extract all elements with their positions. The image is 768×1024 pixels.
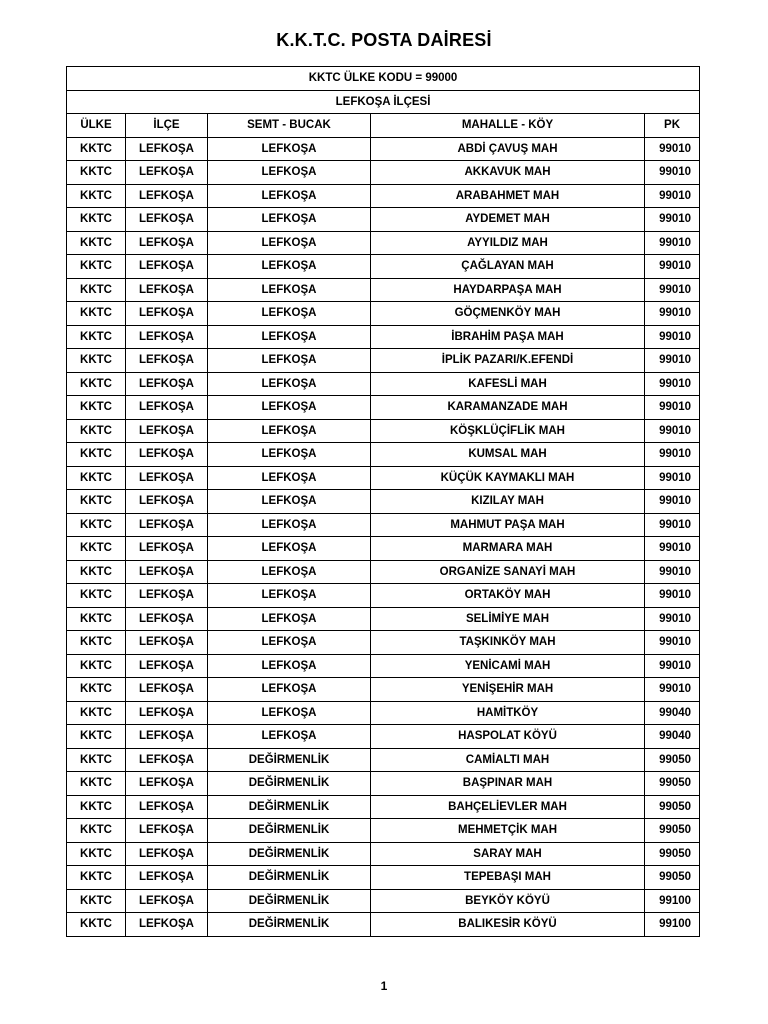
table-row	[67, 678, 700, 702]
district-row	[67, 90, 700, 114]
neighborhood-cell: GÖÇMENKÖY MAH	[371, 302, 645, 326]
table-row	[67, 725, 700, 749]
table-row	[67, 560, 700, 584]
neighborhood-cell: İBRAHİM PAŞA MAH	[371, 325, 645, 349]
country-cell: KKTC	[67, 889, 126, 913]
country-cell: KKTC	[67, 842, 126, 866]
neighborhood-cell: KAFESLİ MAH	[371, 372, 645, 396]
district-cell: LEFKOŞA	[126, 537, 208, 561]
table-body	[67, 137, 700, 936]
header-subdistrict: SEMT - BUCAK	[208, 114, 371, 138]
postal-code-cell: 99010	[645, 443, 700, 467]
neighborhood-cell: BALIKESİR KÖYÜ	[371, 913, 645, 937]
page-number: 1	[380, 979, 388, 993]
table-row	[67, 537, 700, 561]
district-cell: LEFKOŞA	[126, 419, 208, 443]
country-cell: KKTC	[67, 396, 126, 420]
district-cell: LEFKOŞA	[126, 725, 208, 749]
subdistrict-cell: DEĞİRMENLİK	[208, 842, 371, 866]
subdistrict-cell: LEFKOŞA	[208, 325, 371, 349]
country-cell: KKTC	[67, 654, 126, 678]
postal-code-table	[66, 66, 700, 937]
subdistrict-cell: LEFKOŞA	[208, 490, 371, 514]
country-cell: KKTC	[67, 372, 126, 396]
table-row	[67, 913, 700, 937]
neighborhood-cell: ORGANİZE SANAYİ MAH	[371, 560, 645, 584]
document-title: K.K.T.C. POSTA DAİRESİ	[276, 30, 492, 50]
neighborhood-cell: İPLİK PAZARI/K.EFENDİ	[371, 349, 645, 373]
country-cell: KKTC	[67, 302, 126, 326]
district-cell: LEFKOŞA	[126, 866, 208, 890]
postal-code-cell: 99050	[645, 795, 700, 819]
district-cell: LEFKOŞA	[126, 349, 208, 373]
subdistrict-cell: LEFKOŞA	[208, 701, 371, 725]
neighborhood-cell: ABDİ ÇAVUŞ MAH	[371, 137, 645, 161]
district-cell: LEFKOŞA	[126, 607, 208, 631]
district-cell: LEFKOŞA	[126, 701, 208, 725]
neighborhood-cell: ÇAĞLAYAN MAH	[371, 255, 645, 279]
neighborhood-cell: SELİMİYE MAH	[371, 607, 645, 631]
country-cell: KKTC	[67, 349, 126, 373]
postal-code-cell: 99050	[645, 866, 700, 890]
district-cell: LEFKOŞA	[126, 325, 208, 349]
table-row	[67, 372, 700, 396]
table-row	[67, 772, 700, 796]
postal-code-cell: 99010	[645, 654, 700, 678]
header-postal-code: PK	[645, 114, 700, 138]
table-row	[67, 701, 700, 725]
table-row	[67, 137, 700, 161]
district-cell: LEFKOŞA İLÇESİ	[67, 90, 700, 114]
subdistrict-cell: DEĞİRMENLİK	[208, 913, 371, 937]
subdistrict-cell: LEFKOŞA	[208, 584, 371, 608]
subdistrict-cell: LEFKOŞA	[208, 137, 371, 161]
table-row	[67, 396, 700, 420]
header-neighborhood: MAHALLE - KÖY	[371, 114, 645, 138]
district-cell: LEFKOŞA	[126, 255, 208, 279]
subdistrict-cell: LEFKOŞA	[208, 302, 371, 326]
postal-code-cell: 99100	[645, 913, 700, 937]
district-cell: LEFKOŞA	[126, 137, 208, 161]
table-row	[67, 231, 700, 255]
country-cell: KKTC	[67, 419, 126, 443]
postal-code-cell: 99010	[645, 419, 700, 443]
district-cell: LEFKOŞA	[126, 889, 208, 913]
district-cell: LEFKOŞA	[126, 302, 208, 326]
country-cell: KKTC	[67, 607, 126, 631]
country-cell: KKTC	[67, 513, 126, 537]
table-row	[67, 654, 700, 678]
district-cell: LEFKOŞA	[126, 795, 208, 819]
subdistrict-cell: LEFKOŞA	[208, 419, 371, 443]
neighborhood-cell: HASPOLAT KÖYÜ	[371, 725, 645, 749]
postal-code-cell: 99010	[645, 161, 700, 185]
subdistrict-cell: LEFKOŞA	[208, 654, 371, 678]
subdistrict-cell: LEFKOŞA	[208, 560, 371, 584]
country-cell: KKTC	[67, 584, 126, 608]
postal-code-cell: 99010	[645, 560, 700, 584]
neighborhood-cell: HAYDARPAŞA MAH	[371, 278, 645, 302]
subdistrict-cell: LEFKOŞA	[208, 208, 371, 232]
district-cell: LEFKOŞA	[126, 584, 208, 608]
postal-code-cell: 99010	[645, 513, 700, 537]
postal-code-cell: 99040	[645, 725, 700, 749]
neighborhood-cell: AKKAVUK MAH	[371, 161, 645, 185]
neighborhood-cell: KÖŞKLÜÇİFLİK MAH	[371, 419, 645, 443]
neighborhood-cell: TEPEBAŞI MAH	[371, 866, 645, 890]
table-row	[67, 513, 700, 537]
subdistrict-cell: LEFKOŞA	[208, 631, 371, 655]
header-district: İLÇE	[126, 114, 208, 138]
postal-code-cell: 99010	[645, 278, 700, 302]
country-cell: KKTC	[67, 466, 126, 490]
table-row	[67, 842, 700, 866]
district-cell: LEFKOŞA	[126, 208, 208, 232]
postal-code-cell: 99010	[645, 208, 700, 232]
neighborhood-cell: YENİŞEHİR MAH	[371, 678, 645, 702]
subdistrict-cell: DEĞİRMENLİK	[208, 772, 371, 796]
district-cell: LEFKOŞA	[126, 748, 208, 772]
neighborhood-cell: KÜÇÜK KAYMAKLI MAH	[371, 466, 645, 490]
neighborhood-cell: KUMSAL MAH	[371, 443, 645, 467]
postal-code-cell: 99010	[645, 607, 700, 631]
table-row	[67, 161, 700, 185]
table-row	[67, 443, 700, 467]
country-cell: KKTC	[67, 490, 126, 514]
country-cell: KKTC	[67, 866, 126, 890]
neighborhood-cell: ORTAKÖY MAH	[371, 584, 645, 608]
subdistrict-cell: LEFKOŞA	[208, 372, 371, 396]
neighborhood-cell: BAHÇELİEVLER MAH	[371, 795, 645, 819]
postal-code-cell: 99010	[645, 325, 700, 349]
district-cell: LEFKOŞA	[126, 490, 208, 514]
table-row	[67, 255, 700, 279]
postal-code-cell: 99050	[645, 772, 700, 796]
subdistrict-cell: LEFKOŞA	[208, 513, 371, 537]
postal-code-cell: 99050	[645, 748, 700, 772]
district-cell: LEFKOŞA	[126, 819, 208, 843]
subdistrict-cell: LEFKOŞA	[208, 396, 371, 420]
country-cell: KKTC	[67, 537, 126, 561]
country-cell: KKTC	[67, 631, 126, 655]
postal-code-cell: 99050	[645, 842, 700, 866]
postal-code-cell: 99010	[645, 255, 700, 279]
subdistrict-cell: DEĞİRMENLİK	[208, 866, 371, 890]
district-cell: LEFKOŞA	[126, 678, 208, 702]
subdistrict-cell: LEFKOŞA	[208, 537, 371, 561]
district-cell: LEFKOŞA	[126, 772, 208, 796]
country-cell: KKTC	[67, 819, 126, 843]
district-cell: LEFKOŞA	[126, 842, 208, 866]
postal-code-cell: 99010	[645, 584, 700, 608]
table-row	[67, 208, 700, 232]
neighborhood-cell: AYDEMET MAH	[371, 208, 645, 232]
country-cell: KKTC	[67, 161, 126, 185]
postal-code-cell: 99010	[645, 396, 700, 420]
district-cell: LEFKOŞA	[126, 396, 208, 420]
table-row	[67, 748, 700, 772]
table-row	[67, 466, 700, 490]
subdistrict-cell: LEFKOŞA	[208, 349, 371, 373]
postal-code-cell: 99100	[645, 889, 700, 913]
postal-code-cell: 99010	[645, 372, 700, 396]
subdistrict-cell: LEFKOŞA	[208, 466, 371, 490]
table-row	[67, 184, 700, 208]
postal-code-cell: 99010	[645, 231, 700, 255]
country-cell: KKTC	[67, 231, 126, 255]
country-cell: KKTC	[67, 678, 126, 702]
postal-code-cell: 99010	[645, 349, 700, 373]
district-cell: LEFKOŞA	[126, 560, 208, 584]
postal-code-cell: 99010	[645, 137, 700, 161]
district-cell: LEFKOŞA	[126, 231, 208, 255]
postal-code-cell: 99010	[645, 466, 700, 490]
table-row	[67, 490, 700, 514]
header-country: ÜLKE	[67, 114, 126, 138]
table-row	[67, 631, 700, 655]
subdistrict-cell: LEFKOŞA	[208, 184, 371, 208]
subdistrict-cell: LEFKOŞA	[208, 607, 371, 631]
table-row	[67, 419, 700, 443]
country-cell: KKTC	[67, 137, 126, 161]
postal-code-cell: 99010	[645, 537, 700, 561]
postal-code-cell: 99010	[645, 490, 700, 514]
district-cell: LEFKOŞA	[126, 631, 208, 655]
country-cell: KKTC	[67, 184, 126, 208]
neighborhood-cell: BEYKÖY KÖYÜ	[371, 889, 645, 913]
subdistrict-cell: LEFKOŞA	[208, 278, 371, 302]
subdistrict-cell: LEFKOŞA	[208, 255, 371, 279]
neighborhood-cell: MEHMETÇİK MAH	[371, 819, 645, 843]
country-cell: KKTC	[67, 913, 126, 937]
neighborhood-cell: KARAMANZADE MAH	[371, 396, 645, 420]
table-row	[67, 349, 700, 373]
postal-code-cell: 99050	[645, 819, 700, 843]
table-row	[67, 278, 700, 302]
subdistrict-cell: DEĞİRMENLİK	[208, 819, 371, 843]
country-code-cell: KKTC ÜLKE KODU = 99000	[67, 67, 700, 91]
country-cell: KKTC	[67, 208, 126, 232]
subdistrict-cell: LEFKOŞA	[208, 161, 371, 185]
subdistrict-cell: LEFKOŞA	[208, 725, 371, 749]
table-row	[67, 819, 700, 843]
district-cell: LEFKOŞA	[126, 913, 208, 937]
district-cell: LEFKOŞA	[126, 184, 208, 208]
neighborhood-cell: AYYILDIZ MAH	[371, 231, 645, 255]
neighborhood-cell: YENİCAMİ MAH	[371, 654, 645, 678]
district-cell: LEFKOŞA	[126, 161, 208, 185]
neighborhood-cell: TAŞKINKÖY MAH	[371, 631, 645, 655]
district-cell: LEFKOŞA	[126, 372, 208, 396]
district-cell: LEFKOŞA	[126, 278, 208, 302]
subdistrict-cell: LEFKOŞA	[208, 231, 371, 255]
country-cell: KKTC	[67, 701, 126, 725]
country-cell: KKTC	[67, 772, 126, 796]
district-cell: LEFKOŞA	[126, 443, 208, 467]
district-cell: LEFKOŞA	[126, 654, 208, 678]
country-cell: KKTC	[67, 748, 126, 772]
neighborhood-cell: BAŞPINAR MAH	[371, 772, 645, 796]
neighborhood-cell: KIZILAY MAH	[371, 490, 645, 514]
subdistrict-cell: DEĞİRMENLİK	[208, 795, 371, 819]
district-cell: LEFKOŞA	[126, 466, 208, 490]
subdistrict-cell: LEFKOŞA	[208, 443, 371, 467]
country-cell: KKTC	[67, 560, 126, 584]
neighborhood-cell: CAMİALTI MAH	[371, 748, 645, 772]
postal-code-cell: 99010	[645, 184, 700, 208]
district-cell: LEFKOŞA	[126, 513, 208, 537]
subdistrict-cell: LEFKOŞA	[208, 678, 371, 702]
country-cell: KKTC	[67, 325, 126, 349]
table-row	[67, 325, 700, 349]
postal-code-cell: 99010	[645, 678, 700, 702]
subdistrict-cell: DEĞİRMENLİK	[208, 889, 371, 913]
country-cell: KKTC	[67, 255, 126, 279]
country-cell: KKTC	[67, 795, 126, 819]
neighborhood-cell: MARMARA MAH	[371, 537, 645, 561]
neighborhood-cell: HAMİTKÖY	[371, 701, 645, 725]
postal-code-cell: 99010	[645, 631, 700, 655]
table-row	[67, 584, 700, 608]
table-row	[67, 607, 700, 631]
header-row	[67, 114, 700, 138]
country-code-row	[67, 67, 700, 91]
table-row	[67, 302, 700, 326]
neighborhood-cell: ARABAHMET MAH	[371, 184, 645, 208]
neighborhood-cell: SARAY MAH	[371, 842, 645, 866]
subdistrict-cell: DEĞİRMENLİK	[208, 748, 371, 772]
table-row	[67, 795, 700, 819]
postal-code-cell: 99040	[645, 701, 700, 725]
country-cell: KKTC	[67, 278, 126, 302]
country-cell: KKTC	[67, 725, 126, 749]
table-row	[67, 889, 700, 913]
table-row	[67, 866, 700, 890]
neighborhood-cell: MAHMUT PAŞA MAH	[371, 513, 645, 537]
postal-code-cell: 99010	[645, 302, 700, 326]
country-cell: KKTC	[67, 443, 126, 467]
